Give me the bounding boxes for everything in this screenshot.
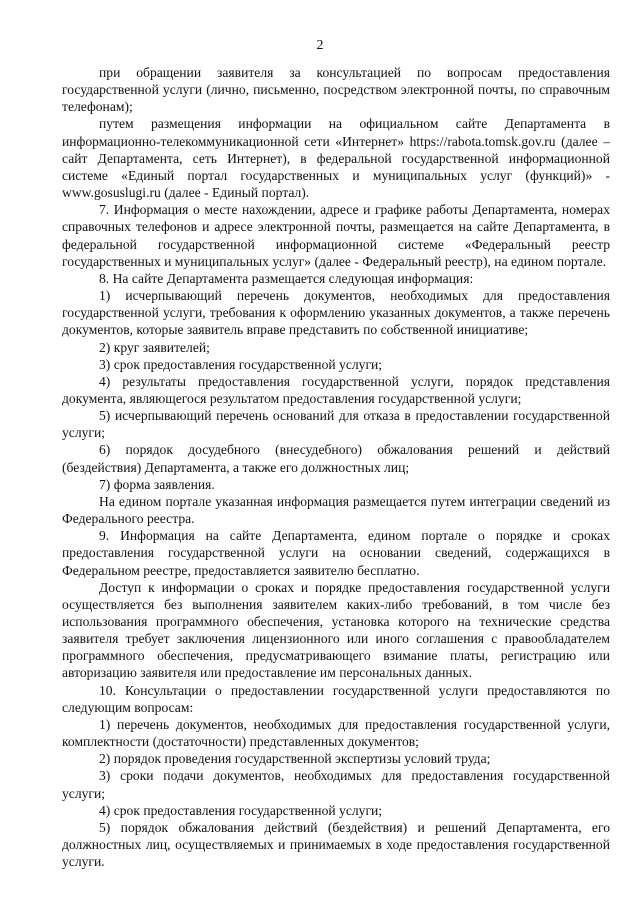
paragraph-item-9: 9. Информация на сайте Департамента, едином портале о порядке и сроках предоставления государственной услуги на основании сведений, содержащихся в Федеральном реестре, предоставляется заявителю бесплатно. — [62, 528, 610, 578]
list-item-provision-term: 4) срок предоставления государственной услуги; — [99, 802, 383, 818]
paragraph-access-information: Доступ к информации о сроках и порядке предоставления государственной услуги осуществляется без выполнения заявителем каких-либо требований, в том числе без использования программного обеспечения, установка которого на технические средства заявителя требует заключения лицензионного или иного соглашения с правообладателем программного обеспечения, предусматривающего взимание платы, регистрацию или авторизацию заявителя или предоставление им персональных данных. — [62, 579, 610, 681]
document-body — [62, 64, 610, 870]
paragraph-website-posting: путем размещения информации на официальном сайте Департамента в информационно-телекоммуникационной сети «Интернет» https://rabota.tomsk.gov.ru (далее – сайт Департамента, сеть Интернет), в федеральной государственной информационной системе «Единый портал государственных и муниципальных услуг (функций)» - www.gosuslugi.ru (далее - Единый портал). — [62, 116, 610, 201]
paragraph-consultation-request: при обращении заявителя за консультацией по вопросам предоставления государственной услуги (лично, письменно, посредством электронной почты, по справочным телефонам); — [62, 65, 610, 115]
list-item-documents: 1) исчерпывающий перечень документов, необходимых для предоставления государственной услуги, требования к оформлению указанных документов, а также перечень документов, которые заявитель вправе представить по собственной инициативе; — [62, 288, 610, 338]
page-number: 2 — [316, 38, 324, 53]
list-item-expertise-procedure: 2) порядок проведения государственной экспертизы условий труда; — [99, 751, 491, 767]
list-item-refusal-grounds: 5) исчерпывающий перечень оснований для отказа в предоставлении государственной услуги; — [62, 408, 610, 441]
list-item-appeal-actions: 5) порядок обжалования действий (бездействия) и решений Департамента, его должностных лиц, осуществляемых и принимаемых в ходе предоставления государственной услуги. — [62, 819, 610, 870]
list-item-appeal-procedure: 6) порядок досудебного (внесудебного) обжалования решений и действий (бездействия) Департамента, а также его должностных лиц; — [62, 442, 610, 475]
list-item-results: 4) результаты предоставления государственной услуги, порядок представления документа, являющегося результатом предоставления государственной услуги; — [62, 373, 610, 406]
paragraph-item-7: 7. Информация о месте нахождении, адресе и графике работы Департамента, номерах справочных телефонов и адресе электронной почты, размещается на сайте Департамента, в федеральной государственной информационной системе «Федеральный реестр государственных и муниципальных услуг» (далее - Федеральный реестр), на едином портале. — [62, 202, 610, 269]
list-item-document-list: 1) перечень документов, необходимых для предоставления государственной услуги, комплектности (достаточности) представленных документов; — [62, 716, 610, 750]
list-item-applicants: 2) круг заявителей; — [99, 339, 210, 355]
paragraph-item-8: 8. На сайте Департамента размещается следующая информация: — [99, 270, 474, 286]
list-item-submission-terms: 3) сроки подачи документов, необходимых для предоставления государственной услуги; — [62, 768, 610, 801]
paragraph-item-10: 10. Консультации о предоставлении государственной услуги предоставляются по следующим вопросам: — [62, 682, 610, 715]
list-item-service-term: 3) срок предоставления государственной услуги; — [99, 356, 383, 372]
paragraph-portal-integration: На едином портале указанная информация размещается путем интеграции сведений из Федерального реестра. — [62, 493, 610, 527]
list-item-application-form: 7) форма заявления. — [99, 476, 215, 492]
